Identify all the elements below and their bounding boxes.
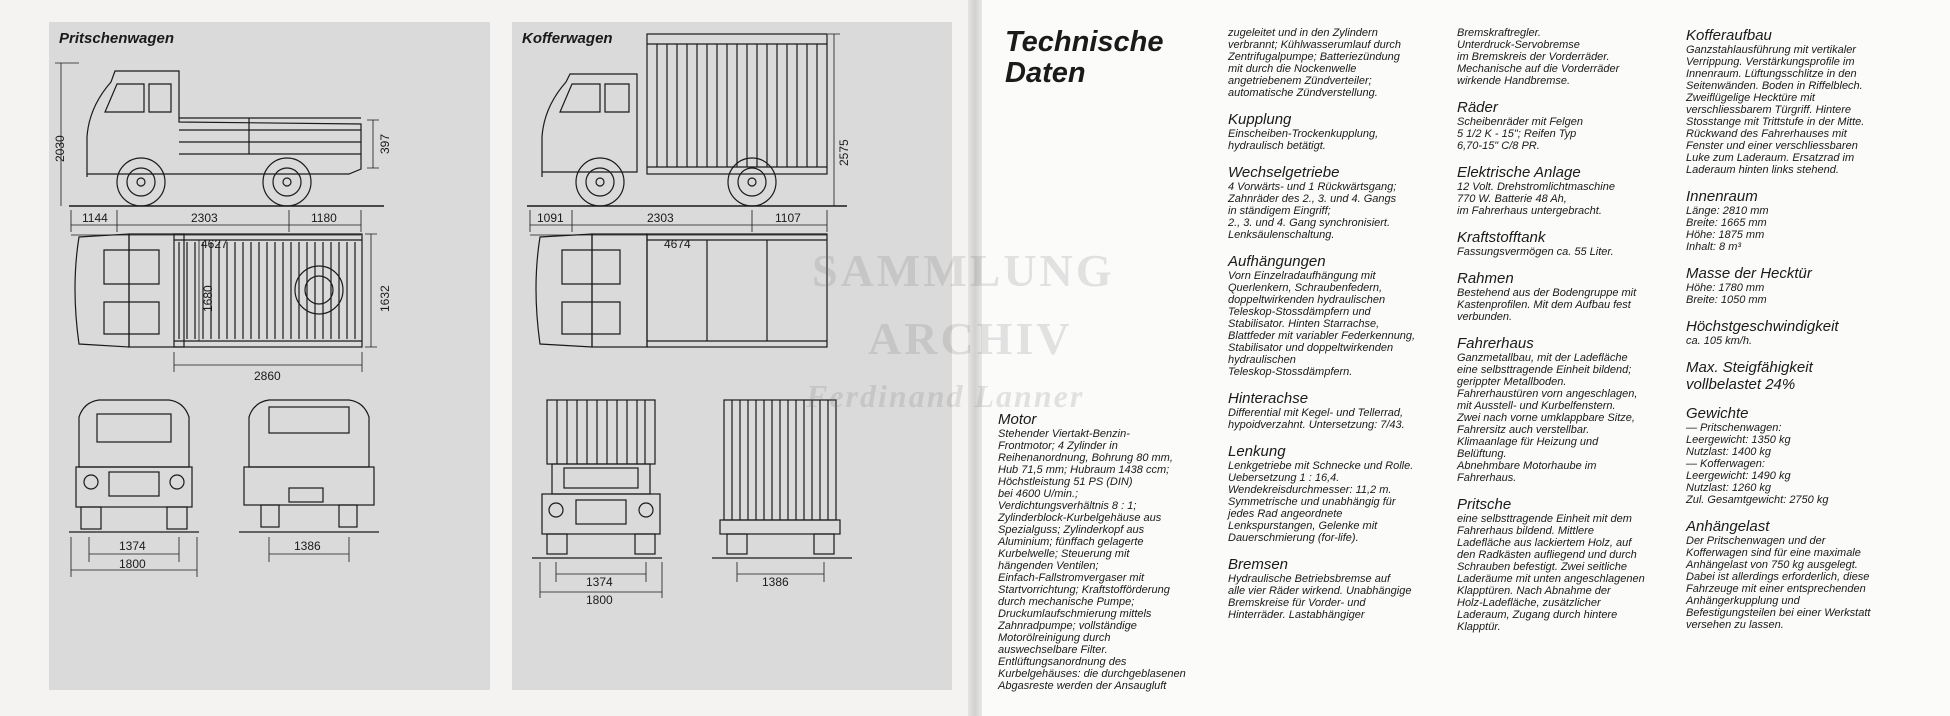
spec-section [1228,164,1428,241]
koffer-track-rear-dim: 1386 [762,575,789,589]
spec-heading: Elektrische Anlage [1457,164,1581,181]
spec-section [1228,111,1428,152]
spec-column-4 [1686,27,1906,643]
spec-section [1686,188,1906,253]
watermark-line3: Ferdinand Lanner [806,378,1085,414]
spec-section [1457,27,1662,87]
spec-body: Bestehend aus der Bodengruppe mit Kastenprofilen. Mit dem Aufbau fest verbunden. [1457,287,1637,323]
koffer-length-dim: 4674 [664,237,691,251]
pritsche-bed-length-dim: 2860 [254,369,281,383]
spec-section [1686,27,1906,176]
pritsche-bed-inner-width-dim: 1680 [201,285,215,312]
spec-heading: Masse der Hecktür [1686,265,1812,282]
spec-heading: Kupplung [1228,111,1292,128]
watermark-line2: ARCHIV [868,313,1073,364]
spec-body: Länge: 2810 mm Breite: 1665 mm Höhe: 1875 mm Inhalt: 8 m³ [1686,205,1769,253]
spec-heading: Motor [998,411,1037,428]
spec-section [1457,270,1662,323]
spec-body: Ganzstahlausführung mit vertikaler Verrippung. Verstärkungsprofile im Innenraum. Lüftungsschlitze in den Seitenwänden. Boden in Riffelblech. Zweiflügelige Hecktüre mit verschliessbarem Türgriff. Hintere Stosstange mit Trittstufe in der Mitte. Rückwand des Fahrerhauses mit Fenster und einer verschliessbaren Luke zum Laderaum. Ersatzrad im Laderaum hinten links stehend. [1686,44,1865,176]
spec-body: Vorn Einzelradaufhängung mit Querlenkern, Schraubenfedern, doppeltwirkenden hydraulischen Teleskop-Stossdämpfern und Stabilisator. Hinten Starrachse, Blattfeder mit variabler Federkennung, Stabilisator und doppeltwirkenden hydraulischen Teleskop-Stossdämpfern. [1228,270,1416,378]
spec-body: 12 Volt. Drehstromlichtmaschine 770 W. Batterie 48 Ah, im Fahrerhaus untergebracht. [1457,181,1615,217]
pritsche-width-dim: 1800 [119,557,146,571]
kofferwagen-title: Kofferwagen [522,30,613,47]
spec-section [1686,518,1906,631]
spec-section [1686,265,1906,306]
spec-body: Der Pritschenwagen und der Kofferwagen sind für eine maximale Anhängelast von 750 kg ausgelegt. Dabei ist allerdings erforderlich, diese Fahrzeuge mit einer entsprechenden Anhängerkupplung und Befestigungsteilen bei einer Werkstatt versehen zu lassen. [1686,535,1871,631]
pritsche-rear-view [244,400,374,527]
spec-heading: Bremsen [1228,556,1289,573]
spec-heading: Pritsche [1457,496,1512,513]
koffer-height-dim: 2575 [837,139,851,166]
spec-heading: Räder [1457,99,1498,116]
spec-heading: Anhängelast [1686,518,1770,535]
spec-body: ca. 105 km/h. [1686,335,1753,347]
spec-heading: Fahrerhaus [1457,335,1534,352]
koffer-rear-view [720,400,840,554]
spec-body: Ganzmetallbau, mit der Ladefläche eine selbsttragende Einheit bildend; gerippter Metallboden. Fahrerhaustüren vorn angeschlagen, mit Ausstell- und Kurbelfenstern. Zwei nach vorne umklappbare Sitze, Fahrersitz auch verstellbar. Klimaanlage für Heizung und Belüftung. Abnehmbare Motorhaube im Fahrerhaus. [1457,352,1638,484]
spec-heading: Aufhängungen [1228,253,1326,270]
spec-section [1686,359,1906,393]
spec-body: Einscheiben-Trockenkupplung, hydraulisch betätigt. [1228,128,1379,152]
spec-body: Lenkgetriebe mit Schnecke und Rolle. Uebersetzung 1 : 16,4. Wendekreisdurchmesser: 11,2 m. Symmetrische und unabhängig für jedes Rad angeordnete Lenkspurstangen, Gelenke mit Dauerschmierung (for-life). [1228,460,1414,544]
koffer-rear-overhang-dim: 1107 [775,211,801,225]
pritsche-side-height-dim: 397 [378,133,392,154]
spec-section [1457,164,1662,217]
spec-body: Bremskraftregler. Unterdruck-Servobremse im Bremskreis der Vorderräder. Mechanische auf die Vorderräder wirkende Handbremse. [1457,27,1620,87]
spec-heading: Innenraum [1686,188,1758,205]
spec-body: Stehender Viertakt-Benzin- Frontmotor; 4 Zylinder in Reihenanordnung, Bohrung 80 mm, Hub 71,5 mm; Hubraum 1438 ccm; Höchstleistung 51 PS (DIN) bei 4600 U/min.; Verdichtungsverhältnis 8 : 1; Zylinderblock-Kurbelgehäuse aus Spezialguss; Zylinderkopf aus Aluminium; fünffach gelagerte Kurbelwelle; Steuerung mit hängenden Ventilen; Einfach-Fallstromvergaser mit Startvorrichtung; Kraftstofförderung durch mechanische Pumpe; Druckumlaufschmierung mittels Zahnradpumpe; vollständige Motorölreinigung durch auswechselbare Filter. Entlüftungsanordnung des Kurbelgehäuses: die durchgeblasenen Abgasreste werden der Ansaugluft [998,428,1186,692]
pritsche-front-view [76,400,192,529]
koffer-track-front-dim: 1374 [586,575,613,589]
spec-section [1457,99,1662,152]
spec-body: Höhe: 1780 mm Breite: 1050 mm [1686,282,1767,306]
spec-section [1228,390,1428,431]
spec-body: Scheibenräder mit Felgen 5 1/2 K - 15"; Reifen Typ 6,70-15" C/8 PR. [1457,116,1583,152]
koffer-side-view [527,34,847,206]
page-title: Technische Daten [1005,26,1164,89]
spec-section [1457,229,1662,258]
koffer-front-overhang-dim: 1091 [537,211,564,225]
spec-body: — Pritschenwagen: Leergewicht: 1350 kg Nutzlast: 1400 kg — Kofferwagen: Leergewicht: 1490 kg Nutzlast: 1260 kg Zul. Gesamtgewicht: 2750 kg [1686,422,1829,506]
pritsche-track-rear-dim: 1386 [294,539,321,553]
pritsche-side-view [69,71,384,206]
spec-body: 4 Vorwärts- und 1 Rückwärtsgang; Zahnräder des 2., 3. und 4. Gangs in ständigem Eingriff; 2., 3. und 4. Gang synchronisiert. Lenksäulenschaltung. [1228,181,1397,241]
pritsche-height-dim: 2030 [53,135,67,162]
pritsche-wheelbase-dim: 2303 [191,211,218,225]
koffer-wheelbase-dim: 2303 [647,211,674,225]
koffer-width-dim: 1800 [586,593,613,607]
spec-heading: Lenkung [1228,443,1286,460]
spec-section [1228,556,1428,621]
pritsche-length-dim: 4627 [201,237,228,251]
spec-section [1457,335,1662,484]
koffer-front-view [542,400,660,554]
spec-heading: Kofferaufbau [1686,27,1772,44]
spec-section [1686,405,1906,506]
spec-section [1686,318,1906,347]
pritschenwagen-title: Pritschenwagen [59,30,175,47]
spec-body: Differential mit Kegel- und Tellerrad, hypoidverzahnt. Untersetzung: 7/43. [1228,407,1405,431]
spec-section [1228,253,1428,378]
pritsche-bed-width-dim: 1632 [378,285,392,312]
spec-body: eine selbsttragende Einheit mit dem Fahrerhaus bildend. Mittlere Ladefläche aus lackiertem Holz, auf den Radkästen aufliegend und durch Schrauben befestigt. Zwei seitliche Laderäume mit unten angeschlagenen Klapptüren. Nach Abnahme der Holz-Ladefläche, zusätzlicher Laderaum, Zugang durch hintere Klapptür. [1457,513,1645,633]
spec-section [1457,496,1662,633]
spec-heading: Rahmen [1457,270,1514,287]
spec-heading: Wechselgetriebe [1228,164,1340,181]
spec-section [998,411,1208,692]
spec-heading: Max. Steigfähigkeit vollbelastet 24% [1686,359,1813,393]
spec-section [1228,443,1428,544]
spec-heading: Hinterachse [1228,390,1309,407]
pritsche-track-front-dim: 1374 [119,539,146,553]
pritschenwagen-panel [49,22,490,690]
spec-heading: Höchstgeschwindigkeit [1686,318,1839,335]
watermark-line1: SAMMLUNG [812,245,1115,296]
pritschenwagen-drawings [49,22,490,690]
spec-column-1 [998,411,1208,704]
spec-column-3 [1457,27,1662,645]
pritsche-front-overhang-dim: 1144 [82,211,108,225]
spec-body: zugeleitet und in den Zylindern verbrannt; Kühlwasserumlauf durch Zentrifugalpumpe; Batteriezündung mit durch die Nockenwelle angetriebenem Zündverteiler; automatische Zündverstellung. [1228,27,1402,99]
spec-body: Hydraulische Betriebsbremse auf alle vier Räder wirkend. Unabhängige Bremskreise für Vorder- und Hinterräder. Lastabhängiger [1228,573,1412,621]
spec-section [1228,27,1428,99]
pritsche-rear-overhang-dim: 1180 [311,211,337,225]
spec-column-2 [1228,27,1428,633]
spec-body: Fassungsvermögen ca. 55 Liter. [1457,246,1614,258]
spec-heading: Gewichte [1686,405,1749,422]
spec-heading: Kraftstofftank [1457,229,1546,246]
